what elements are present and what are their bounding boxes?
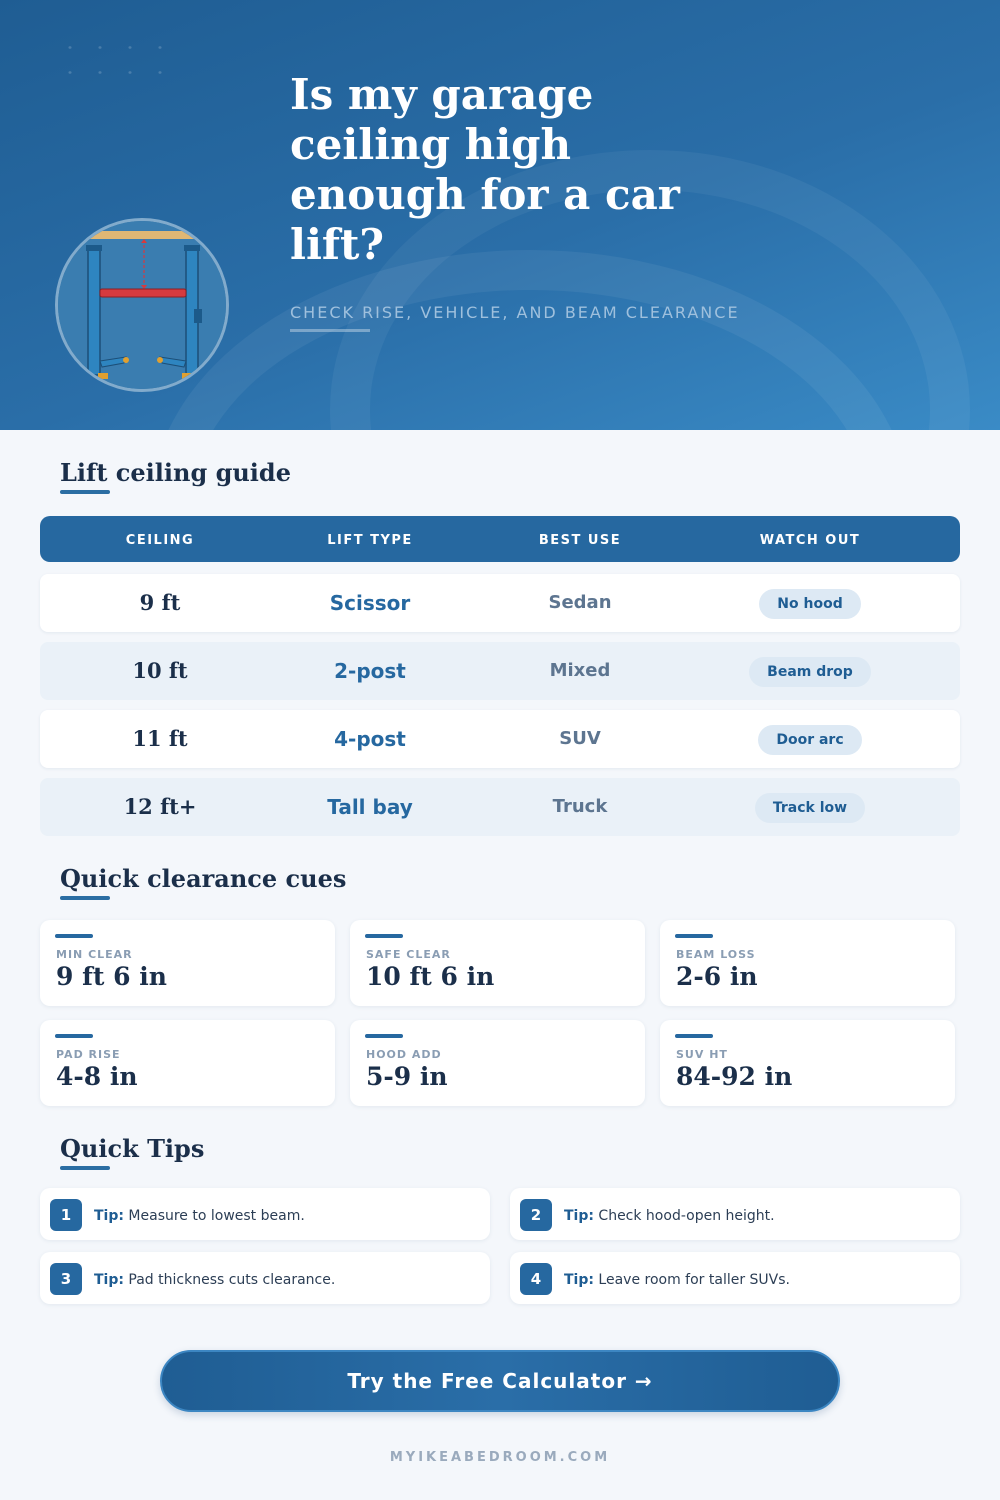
cue-label: SAFE CLEAR bbox=[366, 948, 451, 961]
tip-label: Tip: bbox=[564, 1272, 594, 1288]
free-calculator-button[interactable]: Try the Free Calculator → bbox=[160, 1350, 840, 1412]
card-accent bbox=[365, 1034, 403, 1038]
ceiling-cell: 9 ft bbox=[139, 590, 181, 615]
card-accent bbox=[675, 934, 713, 938]
card-accent bbox=[55, 934, 93, 938]
cue-value: 84-92 in bbox=[676, 1062, 793, 1091]
cue-label: MIN CLEAR bbox=[56, 948, 133, 961]
watch-out-badge: Beam drop bbox=[749, 657, 871, 687]
cue-label: HOOD ADD bbox=[366, 1048, 442, 1061]
tip-body: Check hood-open height. bbox=[593, 1208, 775, 1224]
cue-card-suv-height bbox=[660, 1020, 955, 1106]
best-use-cell: SUV bbox=[559, 728, 601, 749]
ceiling-cell: 10 ft bbox=[132, 658, 188, 683]
ceiling-cell: 11 ft bbox=[132, 726, 188, 751]
cue-card-pad-rise bbox=[40, 1020, 335, 1106]
tip-text bbox=[94, 1188, 305, 1240]
table-row bbox=[40, 574, 960, 632]
table-row bbox=[40, 710, 960, 768]
tip-number-badge: 3 bbox=[50, 1263, 82, 1295]
car-lift-icon bbox=[58, 221, 229, 392]
table-row bbox=[40, 642, 960, 700]
tip-card bbox=[40, 1252, 490, 1304]
tip-label: Tip: bbox=[94, 1208, 124, 1224]
tip-text bbox=[564, 1252, 790, 1304]
tip-card bbox=[510, 1188, 960, 1240]
lift-type-cell: Tall bay bbox=[327, 795, 413, 819]
cue-card-safe-clear bbox=[350, 920, 645, 1006]
card-accent bbox=[675, 1034, 713, 1038]
cue-label: PAD RISE bbox=[56, 1048, 121, 1061]
cue-label: SUV HT bbox=[676, 1048, 728, 1061]
cue-value: 10 ft 6 in bbox=[366, 962, 495, 991]
heading-underline bbox=[60, 490, 110, 494]
tip-text bbox=[564, 1188, 775, 1240]
tip-number-badge: 1 bbox=[50, 1199, 82, 1231]
column-header-lift-type: LIFT TYPE bbox=[327, 533, 413, 548]
cues-heading: Quick clearance cues bbox=[60, 864, 347, 893]
tip-label: Tip: bbox=[564, 1208, 594, 1224]
tip-body: Pad thickness cuts clearance. bbox=[123, 1272, 336, 1288]
tip-text bbox=[94, 1252, 335, 1304]
hero-banner bbox=[0, 0, 1000, 430]
lift-type-cell: 2-post bbox=[334, 659, 406, 683]
decorative-dots bbox=[55, 35, 165, 95]
tips-heading: Quick Tips bbox=[60, 1134, 205, 1163]
guide-heading: Lift ceiling guide bbox=[60, 458, 291, 487]
watch-out-badge: Door arc bbox=[758, 725, 861, 755]
hero-subtitle: CHECK RISE, VEHICLE, AND BEAM CLEARANCE bbox=[290, 303, 740, 322]
cue-card-beam-loss bbox=[660, 920, 955, 1006]
cue-card-hood-add bbox=[350, 1020, 645, 1106]
tip-card bbox=[40, 1188, 490, 1240]
best-use-cell: Truck bbox=[552, 796, 608, 817]
lift-type-cell: Scissor bbox=[329, 591, 411, 615]
tip-body: Measure to lowest beam. bbox=[123, 1208, 305, 1224]
column-header-ceiling: CEILING bbox=[125, 533, 195, 548]
watch-out-badge: Track low bbox=[755, 793, 865, 823]
tip-number-badge: 2 bbox=[520, 1199, 552, 1231]
cue-value: 9 ft 6 in bbox=[56, 962, 167, 991]
card-accent bbox=[55, 1034, 93, 1038]
table-header bbox=[40, 516, 960, 562]
ceiling-cell: 12 ft+ bbox=[123, 794, 197, 819]
cue-value: 5-9 in bbox=[366, 1062, 448, 1091]
watch-out-cell bbox=[695, 642, 925, 700]
page-title: Is my garage ceiling high enough for a car lift? bbox=[290, 70, 680, 269]
cue-value: 2-6 in bbox=[676, 962, 758, 991]
cue-card-min-clear bbox=[40, 920, 335, 1006]
table-row bbox=[40, 778, 960, 836]
watch-out-cell bbox=[695, 574, 925, 632]
watch-out-badge: No hood bbox=[759, 589, 860, 619]
cue-label: BEAM LOSS bbox=[676, 948, 756, 961]
card-accent bbox=[365, 934, 403, 938]
best-use-cell: Sedan bbox=[548, 592, 612, 613]
heading-underline bbox=[60, 1166, 110, 1170]
car-lift-illustration bbox=[55, 218, 229, 392]
lift-type-cell: 4-post bbox=[334, 727, 406, 751]
tip-card bbox=[510, 1252, 960, 1304]
column-header-watch-out: WATCH OUT bbox=[759, 533, 861, 548]
tip-number-badge: 4 bbox=[520, 1263, 552, 1295]
tip-label: Tip: bbox=[94, 1272, 124, 1288]
cue-value: 4-8 in bbox=[56, 1062, 138, 1091]
hero-divider bbox=[290, 329, 370, 332]
watch-out-cell bbox=[695, 710, 925, 768]
watch-out-cell bbox=[695, 778, 925, 836]
heading-underline bbox=[60, 896, 110, 900]
tip-body: Leave room for taller SUVs. bbox=[593, 1272, 791, 1288]
column-header-best-use: BEST USE bbox=[538, 533, 622, 548]
footer-site-name: MYIKEABEDROOM.COM bbox=[389, 1450, 611, 1465]
best-use-cell: Mixed bbox=[549, 660, 611, 681]
